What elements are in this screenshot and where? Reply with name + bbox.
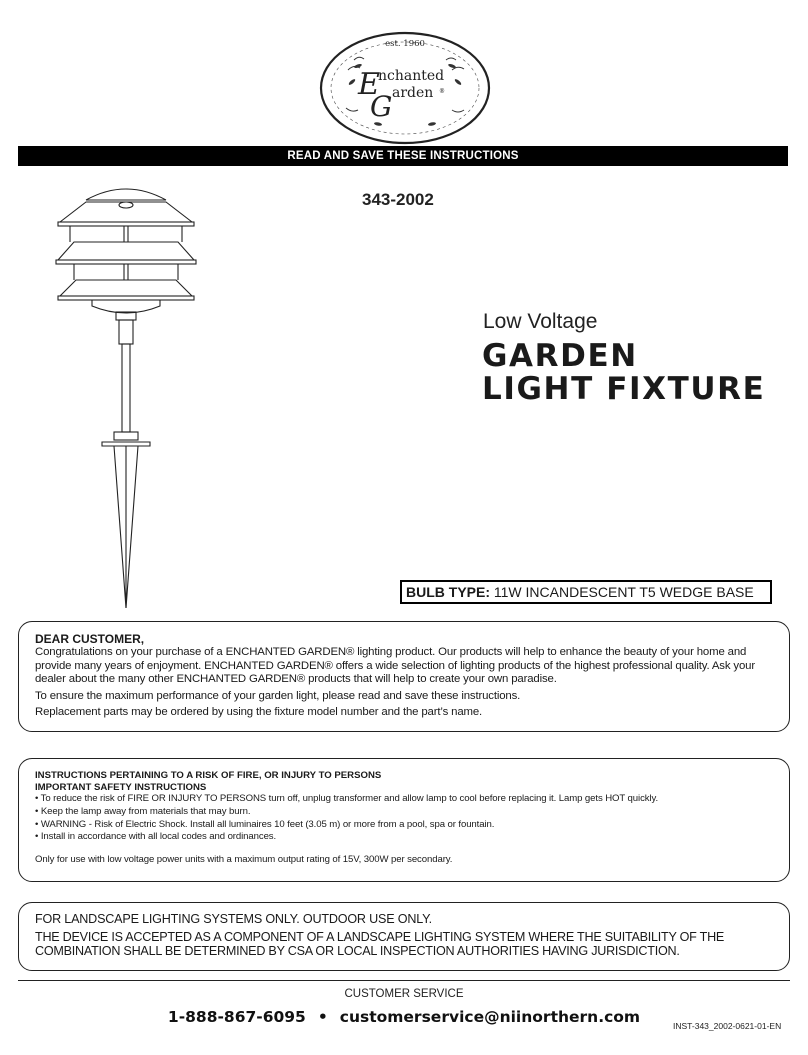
safety-item: • To reduce the risk of FIRE OR INJURY TO PERSONS turn off, unplug transformer and allow lamp to cool before replacing it. Lamp gets HOT quickly. <box>35 793 659 804</box>
safety-instructions-box <box>18 758 790 882</box>
safety-heading-important: IMPORTANT SAFETY INSTRUCTIONS <box>35 781 207 793</box>
model-number: 343-2002 <box>362 190 434 209</box>
footer-divider <box>18 980 790 981</box>
read-and-save-banner: READ AND SAVE THESE INSTRUCTIONS <box>18 146 788 166</box>
logo-est: est. 1960 <box>385 39 425 49</box>
outdoor-use-box <box>18 902 790 971</box>
logo-name-line2: arden <box>392 85 434 101</box>
dear-customer-box <box>18 621 790 732</box>
logo-initial-e: E <box>358 67 380 102</box>
outdoor-use-line: FOR LANDSCAPE LIGHTING SYSTEMS ONLY. OUTDOOR USE ONLY. <box>35 912 432 926</box>
product-title-line2: LIGHT FIXTURE <box>482 371 766 407</box>
safety-item: • WARNING - Risk of Electric Shock. Install all luminaires 10 feet (3.05 m) or more from a pool, spa or fountain. <box>35 818 495 830</box>
document-id: INST-343_2002-0621-01-EN <box>673 1021 782 1031</box>
product-subtitle: Low Voltage <box>483 310 598 333</box>
logo-registered: ® <box>439 88 445 95</box>
bulb-type-value: 11W INCANDESCENT T5 WEDGE BASE <box>490 584 754 600</box>
bulb-type-label: BULB TYPE: <box>406 584 490 600</box>
safety-item: • Install in accordance with all local codes and ordinances. <box>35 831 277 843</box>
customer-paragraph-1: Congratulations on your purchase of a ENCHANTED GARDEN® lighting product. Our products will help to enhance the beauty of your home and provide many years of enjoyment. ENCHANTED GARDEN® offers a wide selection of lighting products of the highest professional quality. Ask your dealer about the many other ENCHANTED GARDEN® products that will help to create your own paradise. <box>35 646 755 686</box>
component-acceptance-text: THE DEVICE IS ACCEPTED AS A COMPONENT OF A LANDSCAPE LIGHTING SYSTEM WHERE THE SUITABILITY OF THE COMBINATION SHALL BE DETERMINED BY CSA OR LOCAL INSPECTION AUTHORITIES HAVING JURISDICTION. <box>35 930 725 958</box>
customer-service-label: CUSTOMER SERVICE <box>344 988 464 1000</box>
email-link[interactable]: customerservice@niinorthern.com <box>339 1008 641 1026</box>
safety-heading-risk: INSTRUCTIONS PERTAINING TO A RISK OF FIRE, OR INJURY TO PERSONS <box>35 770 382 781</box>
phone-number[interactable]: 1-888-867-6095 <box>167 1008 306 1026</box>
bulb-type-box <box>400 580 772 604</box>
garden-light-illustration <box>52 178 200 610</box>
product-title-line1: GARDEN <box>482 338 638 374</box>
enchanted-garden-logo <box>318 30 492 146</box>
logo-initial-g: G <box>370 90 393 123</box>
power-unit-note: Only for use with low voltage power units with a maximum output rating of 15V, 300W per secondary. <box>35 854 453 866</box>
safety-item: • Keep the lamp away from materials that may burn. <box>35 805 251 817</box>
customer-paragraph-2: To ensure the maximum performance of your garden light, please read and save these instructions. <box>35 689 521 702</box>
contact-separator: • <box>317 1008 328 1026</box>
logo-name-line1: nchanted <box>378 68 445 84</box>
customer-heading: DEAR CUSTOMER, <box>35 632 145 646</box>
customer-paragraph-3: Replacement parts may be ordered by using the fixture model number and the part’s name. <box>35 706 483 719</box>
